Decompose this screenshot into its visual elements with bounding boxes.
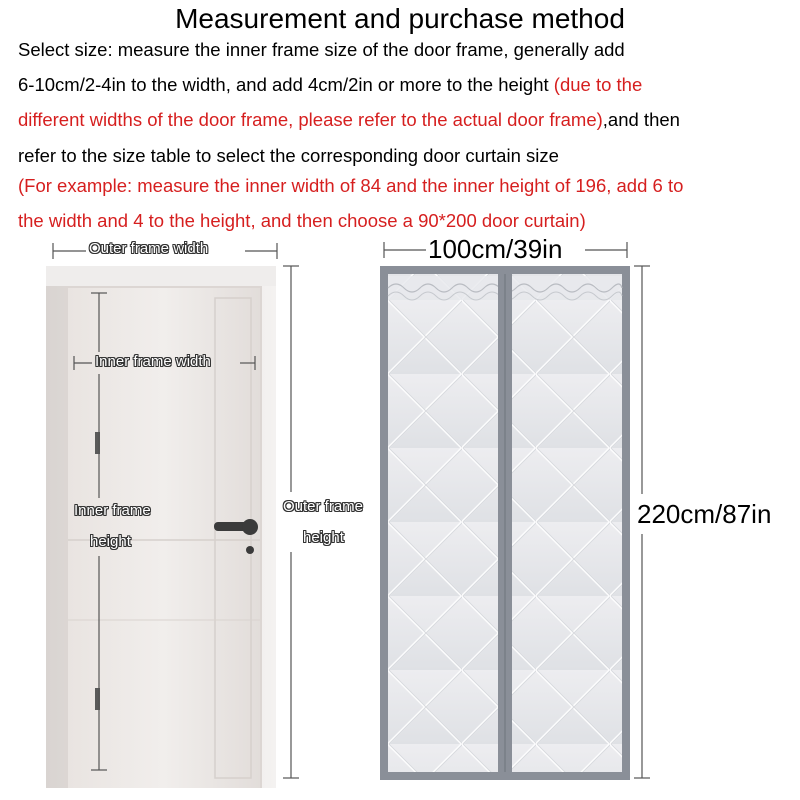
inner-frame-height-label-line1: Inner frame (74, 502, 151, 519)
instruction-line-1: Select size: measure the inner frame size of the door frame, generally add (18, 39, 625, 60)
outer-frame-height-label-line2: height (303, 529, 344, 546)
example-line-1: (For example: measure the inner width of 84 and the inner height of 196, add 6 to (18, 175, 684, 196)
instruction-line-2-text: 6-10cm/2-4in to the width, and add 4cm/2in or more to the height (18, 74, 554, 95)
door-curtain (380, 266, 630, 780)
example-line-2: the width and 4 to the height, and then choose a 90*200 door curtain) (18, 210, 586, 231)
inner-frame-height-label-line2: height (90, 533, 131, 550)
instruction-line-2-note: (due to the (553, 74, 643, 95)
instruction-line-4: refer to the size table to select the corresponding door curtain size (18, 145, 559, 166)
outer-frame-width-label: Outer frame width (89, 240, 209, 257)
curtain-width-label: 100cm/39in (428, 234, 563, 264)
outer-height-dimension (283, 266, 299, 778)
inner-frame-width-label: Inner frame width (95, 353, 211, 370)
instruction-line-3-text: ,and then (602, 109, 680, 130)
page-title: Measurement and purchase method (175, 3, 625, 34)
instruction-line-3-note: different widths of the door frame, please refer to the actual door frame) (18, 109, 603, 130)
outer-frame-height-label-line1: Outer frame (283, 498, 364, 515)
curtain-height-label: 220cm/87in (637, 499, 772, 529)
